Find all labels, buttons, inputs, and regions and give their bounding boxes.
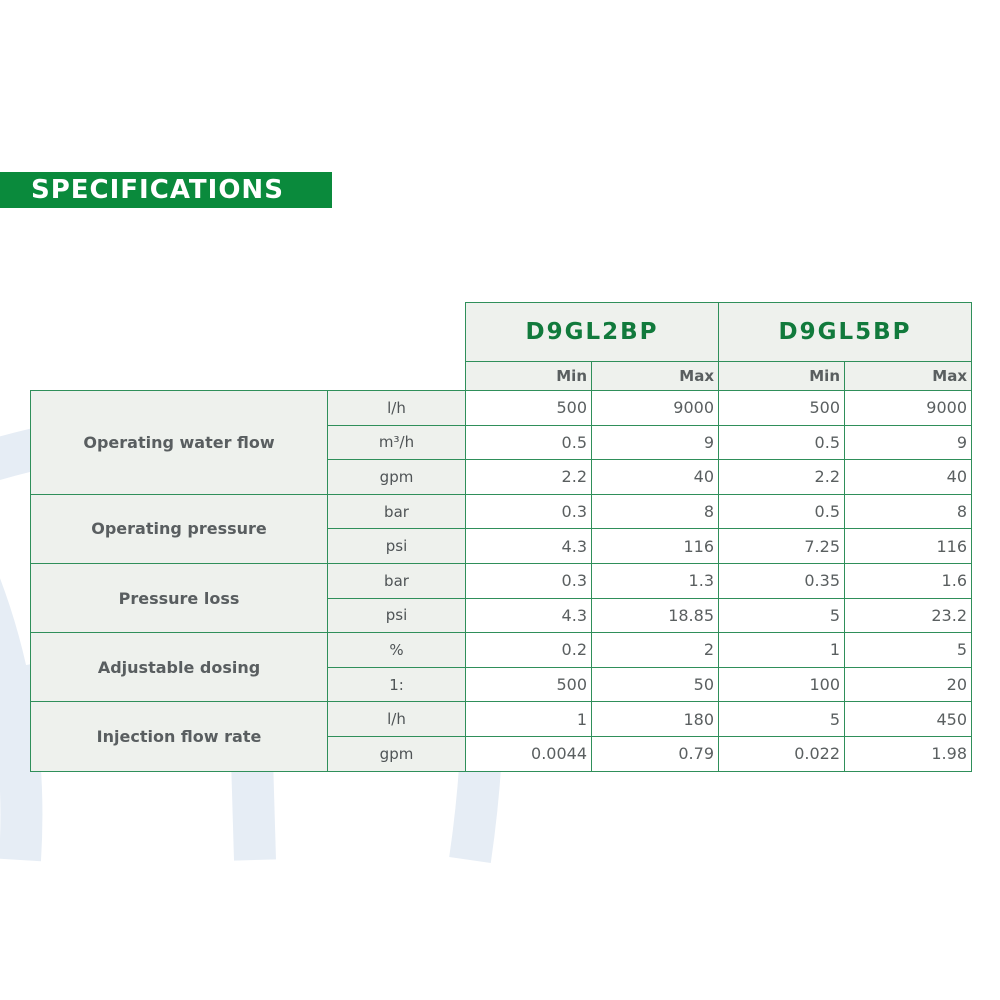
value-cell: 500 [466,391,592,426]
section-title-bar [0,172,332,208]
value-cell: 0.022 [719,736,845,771]
value-cell: 5 [845,633,972,668]
value-cell: 0.35 [719,563,845,598]
table-row [31,633,972,668]
value-cell: 9000 [845,391,972,426]
value-cell: 0.3 [466,494,592,529]
unit-label: gpm [328,736,466,771]
parameter-label: Operating pressure [31,494,328,563]
unit-label: l/h [328,391,466,426]
min-max-header-row [31,362,972,391]
value-cell: 7.25 [719,529,845,564]
value-cell: 9000 [592,391,719,426]
value-cell: 0.5 [719,425,845,460]
value-cell: 1.3 [592,563,719,598]
value-cell: 9 [845,425,972,460]
unit-label: % [328,633,466,668]
unit-label: m³/h [328,425,466,460]
table-row [31,494,972,529]
value-cell: 180 [592,702,719,737]
value-cell: 0.0044 [466,736,592,771]
unit-label: l/h [328,702,466,737]
max-header: Max [845,362,972,391]
value-cell: 18.85 [592,598,719,633]
value-cell: 40 [845,460,972,495]
parameter-label: Pressure loss [31,563,328,632]
table-row [31,702,972,737]
parameter-label: Adjustable dosing [31,633,328,702]
value-cell: 8 [592,494,719,529]
value-cell: 1 [719,633,845,668]
parameter-label: Injection flow rate [31,702,328,771]
value-cell: 0.79 [592,736,719,771]
value-cell: 2.2 [719,460,845,495]
model-name-d9gl2bp: D9GL2BP [466,303,719,362]
table-row [31,563,972,598]
value-cell: 1.98 [845,736,972,771]
section-title: SPECIFICATIONS [31,175,284,205]
value-cell: 5 [719,702,845,737]
value-cell: 4.3 [466,598,592,633]
value-cell: 23.2 [845,598,972,633]
value-cell: 50 [592,667,719,702]
value-cell: 4.3 [466,529,592,564]
value-cell: 8 [845,494,972,529]
value-cell: 500 [466,667,592,702]
value-cell: 9 [592,425,719,460]
value-cell: 1.6 [845,563,972,598]
value-cell: 2 [592,633,719,668]
value-cell: 0.2 [466,633,592,668]
unit-label: bar [328,563,466,598]
parameter-label: Operating water flow [31,391,328,495]
value-cell: 500 [719,391,845,426]
min-header: Min [466,362,592,391]
value-cell: 0.3 [466,563,592,598]
value-cell: 0.5 [466,425,592,460]
max-header: Max [592,362,719,391]
model-name-d9gl5bp: D9GL5BP [719,303,972,362]
table-row [31,391,972,426]
unit-label: gpm [328,460,466,495]
value-cell: 5 [719,598,845,633]
unit-label: 1: [328,667,466,702]
value-cell: 1 [466,702,592,737]
unit-label: bar [328,494,466,529]
value-cell: 2.2 [466,460,592,495]
value-cell: 116 [592,529,719,564]
value-cell: 20 [845,667,972,702]
unit-label: psi [328,598,466,633]
model-header-row [31,303,972,362]
value-cell: 450 [845,702,972,737]
value-cell: 116 [845,529,972,564]
value-cell: 100 [719,667,845,702]
value-cell: 40 [592,460,719,495]
unit-label: psi [328,529,466,564]
specifications-table [30,302,972,772]
value-cell: 0.5 [719,494,845,529]
min-header: Min [719,362,845,391]
